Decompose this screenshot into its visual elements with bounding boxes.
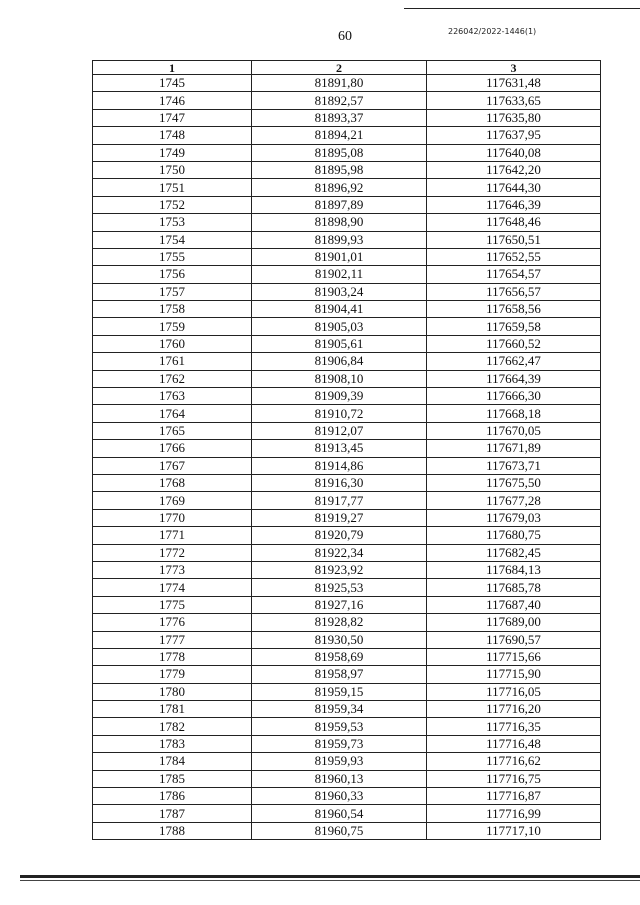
point-number-cell: 1765 (93, 422, 252, 439)
point-number-cell: 1745 (93, 75, 252, 92)
point-number-cell: 1787 (93, 805, 252, 822)
table-row (93, 179, 601, 196)
x-coordinate-cell: 81906,84 (252, 353, 427, 370)
table-row (93, 196, 601, 213)
table-row (93, 718, 601, 735)
table-row (93, 683, 601, 700)
x-coordinate-cell: 81905,61 (252, 335, 427, 352)
point-number-cell: 1762 (93, 370, 252, 387)
y-coordinate-cell: 117677,28 (427, 492, 601, 509)
x-coordinate-cell: 81908,10 (252, 370, 427, 387)
point-number-cell: 1777 (93, 631, 252, 648)
x-coordinate-cell: 81922,34 (252, 544, 427, 561)
column-header-1: 1 (93, 61, 252, 75)
point-number-cell: 1747 (93, 109, 252, 126)
x-coordinate-cell: 81905,03 (252, 318, 427, 335)
y-coordinate-cell: 117673,71 (427, 457, 601, 474)
y-coordinate-cell: 117682,45 (427, 544, 601, 561)
x-coordinate-cell: 81959,73 (252, 735, 427, 752)
table-row (93, 457, 601, 474)
table-row (93, 579, 601, 596)
point-number-cell: 1778 (93, 648, 252, 665)
y-coordinate-cell: 117715,90 (427, 666, 601, 683)
point-number-cell: 1788 (93, 822, 252, 839)
point-number-cell: 1751 (93, 179, 252, 196)
x-coordinate-cell: 81917,77 (252, 492, 427, 509)
x-coordinate-cell: 81894,21 (252, 127, 427, 144)
point-number-cell: 1761 (93, 353, 252, 370)
top-rule (404, 8, 640, 9)
x-coordinate-cell: 81959,93 (252, 753, 427, 770)
table-row (93, 109, 601, 126)
y-coordinate-cell: 117716,62 (427, 753, 601, 770)
x-coordinate-cell: 81899,93 (252, 231, 427, 248)
table-row (93, 648, 601, 665)
x-coordinate-cell: 81930,50 (252, 631, 427, 648)
y-coordinate-cell: 117646,39 (427, 196, 601, 213)
y-coordinate-cell: 117689,00 (427, 614, 601, 631)
x-coordinate-cell: 81904,41 (252, 301, 427, 318)
y-coordinate-cell: 117660,52 (427, 335, 601, 352)
point-number-cell: 1750 (93, 161, 252, 178)
table-row (93, 353, 601, 370)
point-number-cell: 1780 (93, 683, 252, 700)
y-coordinate-cell: 117644,30 (427, 179, 601, 196)
table-header-row (93, 61, 601, 75)
point-number-cell: 1783 (93, 735, 252, 752)
y-coordinate-cell: 117666,30 (427, 388, 601, 405)
table-row (93, 75, 601, 92)
y-coordinate-cell: 117679,03 (427, 509, 601, 526)
table-body (93, 75, 601, 840)
x-coordinate-cell: 81960,13 (252, 770, 427, 787)
point-number-cell: 1775 (93, 596, 252, 613)
coordinates-table (92, 60, 601, 840)
point-number-cell: 1776 (93, 614, 252, 631)
point-number-cell: 1759 (93, 318, 252, 335)
point-number-cell: 1757 (93, 283, 252, 300)
y-coordinate-cell: 117675,50 (427, 474, 601, 491)
point-number-cell: 1758 (93, 301, 252, 318)
x-coordinate-cell: 81914,86 (252, 457, 427, 474)
point-number-cell: 1746 (93, 92, 252, 109)
x-coordinate-cell: 81960,54 (252, 805, 427, 822)
table-row (93, 822, 601, 839)
table-row (93, 318, 601, 335)
point-number-cell: 1769 (93, 492, 252, 509)
point-number-cell: 1768 (93, 474, 252, 491)
x-coordinate-cell: 81959,34 (252, 701, 427, 718)
x-coordinate-cell: 81960,33 (252, 788, 427, 805)
y-coordinate-cell: 117716,20 (427, 701, 601, 718)
table-row (93, 492, 601, 509)
y-coordinate-cell: 117685,78 (427, 579, 601, 596)
x-coordinate-cell: 81896,92 (252, 179, 427, 196)
x-coordinate-cell: 81959,15 (252, 683, 427, 700)
x-coordinate-cell: 81895,08 (252, 144, 427, 161)
point-number-cell: 1763 (93, 388, 252, 405)
y-coordinate-cell: 117716,35 (427, 718, 601, 735)
y-coordinate-cell: 117633,65 (427, 92, 601, 109)
table-row (93, 144, 601, 161)
y-coordinate-cell: 117664,39 (427, 370, 601, 387)
point-number-cell: 1748 (93, 127, 252, 144)
document-id: 226042/2022-1446(1) (448, 27, 537, 36)
table-row (93, 805, 601, 822)
x-coordinate-cell: 81898,90 (252, 214, 427, 231)
y-coordinate-cell: 117654,57 (427, 266, 601, 283)
table-row (93, 422, 601, 439)
y-coordinate-cell: 117642,20 (427, 161, 601, 178)
table-row (93, 753, 601, 770)
bottom-rule (20, 875, 640, 878)
x-coordinate-cell: 81909,39 (252, 388, 427, 405)
table-row (93, 666, 601, 683)
y-coordinate-cell: 117716,99 (427, 805, 601, 822)
y-coordinate-cell: 117658,56 (427, 301, 601, 318)
table-row (93, 370, 601, 387)
column-header-3: 3 (427, 61, 601, 75)
x-coordinate-cell: 81958,97 (252, 666, 427, 683)
y-coordinate-cell: 117716,48 (427, 735, 601, 752)
point-number-cell: 1755 (93, 248, 252, 265)
point-number-cell: 1771 (93, 527, 252, 544)
table-row (93, 127, 601, 144)
table-row (93, 770, 601, 787)
y-coordinate-cell: 117656,57 (427, 283, 601, 300)
y-coordinate-cell: 117671,89 (427, 440, 601, 457)
table-row (93, 596, 601, 613)
y-coordinate-cell: 117716,05 (427, 683, 601, 700)
table-row (93, 527, 601, 544)
point-number-cell: 1782 (93, 718, 252, 735)
x-coordinate-cell: 81895,98 (252, 161, 427, 178)
y-coordinate-cell: 117640,08 (427, 144, 601, 161)
table-row (93, 161, 601, 178)
x-coordinate-cell: 81913,45 (252, 440, 427, 457)
table-row (93, 631, 601, 648)
table-row (93, 231, 601, 248)
x-coordinate-cell: 81897,89 (252, 196, 427, 213)
x-coordinate-cell: 81901,01 (252, 248, 427, 265)
point-number-cell: 1764 (93, 405, 252, 422)
table-row (93, 440, 601, 457)
table-row (93, 335, 601, 352)
x-coordinate-cell: 81958,69 (252, 648, 427, 665)
y-coordinate-cell: 117690,57 (427, 631, 601, 648)
x-coordinate-cell: 81919,27 (252, 509, 427, 526)
point-number-cell: 1784 (93, 753, 252, 770)
column-header-2: 2 (252, 61, 427, 75)
x-coordinate-cell: 81910,72 (252, 405, 427, 422)
x-coordinate-cell: 81902,11 (252, 266, 427, 283)
point-number-cell: 1754 (93, 231, 252, 248)
table-row (93, 266, 601, 283)
point-number-cell: 1760 (93, 335, 252, 352)
table-row (93, 614, 601, 631)
y-coordinate-cell: 117648,46 (427, 214, 601, 231)
table-row (93, 474, 601, 491)
table-row (93, 283, 601, 300)
point-number-cell: 1781 (93, 701, 252, 718)
y-coordinate-cell: 117631,48 (427, 75, 601, 92)
x-coordinate-cell: 81903,24 (252, 283, 427, 300)
y-coordinate-cell: 117652,55 (427, 248, 601, 265)
x-coordinate-cell: 81959,53 (252, 718, 427, 735)
bottom-rule-thin (20, 880, 640, 881)
table-row (93, 214, 601, 231)
table-row (93, 701, 601, 718)
x-coordinate-cell: 81893,37 (252, 109, 427, 126)
point-number-cell: 1770 (93, 509, 252, 526)
table-row (93, 388, 601, 405)
table-row (93, 561, 601, 578)
point-number-cell: 1773 (93, 561, 252, 578)
point-number-cell: 1749 (93, 144, 252, 161)
x-coordinate-cell: 81925,53 (252, 579, 427, 596)
y-coordinate-cell: 117715,66 (427, 648, 601, 665)
table-row (93, 405, 601, 422)
point-number-cell: 1756 (93, 266, 252, 283)
y-coordinate-cell: 117650,51 (427, 231, 601, 248)
page-number: 60 (338, 29, 352, 44)
y-coordinate-cell: 117635,80 (427, 109, 601, 126)
x-coordinate-cell: 81920,79 (252, 527, 427, 544)
y-coordinate-cell: 117684,13 (427, 561, 601, 578)
point-number-cell: 1785 (93, 770, 252, 787)
y-coordinate-cell: 117637,95 (427, 127, 601, 144)
point-number-cell: 1774 (93, 579, 252, 596)
y-coordinate-cell: 117717,10 (427, 822, 601, 839)
x-coordinate-cell: 81923,92 (252, 561, 427, 578)
x-coordinate-cell: 81912,07 (252, 422, 427, 439)
table-row (93, 544, 601, 561)
table-row (93, 788, 601, 805)
y-coordinate-cell: 117662,47 (427, 353, 601, 370)
table-row (93, 735, 601, 752)
point-number-cell: 1766 (93, 440, 252, 457)
y-coordinate-cell: 117687,40 (427, 596, 601, 613)
point-number-cell: 1779 (93, 666, 252, 683)
table-row (93, 509, 601, 526)
y-coordinate-cell: 117716,87 (427, 788, 601, 805)
x-coordinate-cell: 81891,80 (252, 75, 427, 92)
y-coordinate-cell: 117716,75 (427, 770, 601, 787)
table-row (93, 301, 601, 318)
point-number-cell: 1767 (93, 457, 252, 474)
table-row (93, 248, 601, 265)
table-row (93, 92, 601, 109)
x-coordinate-cell: 81892,57 (252, 92, 427, 109)
point-number-cell: 1753 (93, 214, 252, 231)
y-coordinate-cell: 117659,58 (427, 318, 601, 335)
y-coordinate-cell: 117670,05 (427, 422, 601, 439)
y-coordinate-cell: 117668,18 (427, 405, 601, 422)
x-coordinate-cell: 81927,16 (252, 596, 427, 613)
point-number-cell: 1772 (93, 544, 252, 561)
y-coordinate-cell: 117680,75 (427, 527, 601, 544)
point-number-cell: 1786 (93, 788, 252, 805)
x-coordinate-cell: 81960,75 (252, 822, 427, 839)
point-number-cell: 1752 (93, 196, 252, 213)
x-coordinate-cell: 81916,30 (252, 474, 427, 491)
x-coordinate-cell: 81928,82 (252, 614, 427, 631)
